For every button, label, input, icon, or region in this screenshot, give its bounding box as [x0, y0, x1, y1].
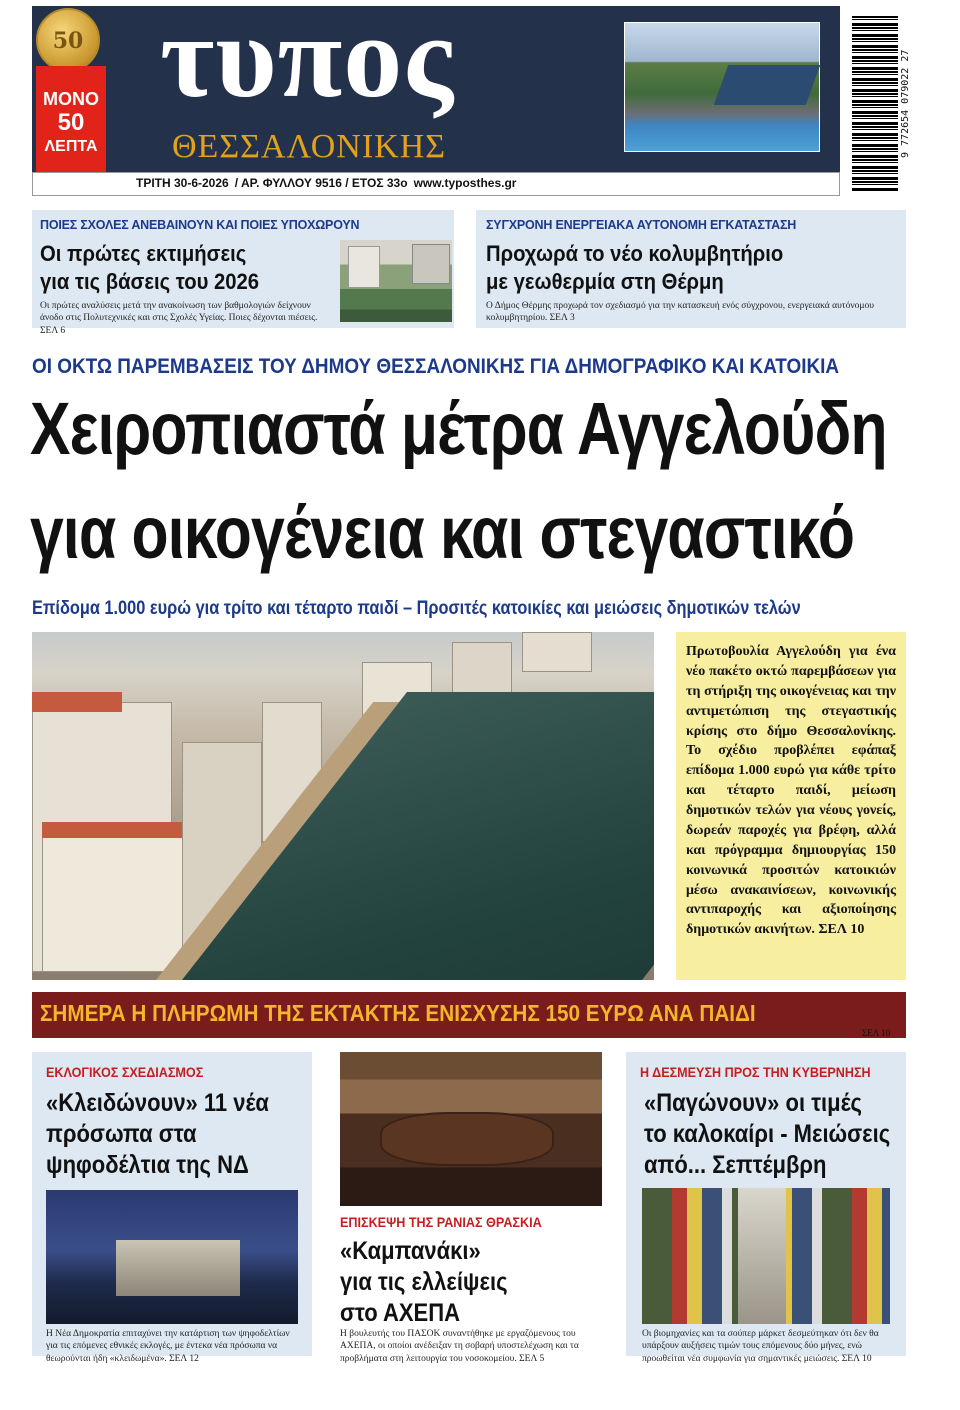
main-story-headline-line-1[interactable]: Χειροπιαστά μέτρα Αγγελούδη — [30, 387, 887, 470]
price-badge — [36, 66, 106, 174]
story-body: Η βουλευτής του ΠΑΣΟΚ συναντήθηκε με εργαζόμενους του ΑΧΕΠΑ, οι οποίοι ανέδειξαν τη σοβαρή υποστελέχωση και τα προβλήματα στη λειτουργία του νοσοκομείου. ΣΕΛ 5 — [340, 1329, 579, 1364]
teaser-headline: Οι πρώτες εκτιμήσεις για τις βάσεις του 2026 — [40, 241, 260, 294]
newspaper-logo-subtitle: ΘΕΣΣΑΛΟΝΙΚΗΣ — [172, 128, 447, 165]
website-link[interactable]: www.typosthes.gr — [413, 176, 517, 190]
price-amount: 50 — [57, 109, 85, 136]
main-story-headline-line-2[interactable]: για οικογένεια και στεγαστικό — [30, 491, 855, 574]
main-story-subhead: Επίδομα 1.000 ευρώ για τρίτο και τέταρτο παιδί – Προσιτές κατοικίες και μειώσεις δημοτικών τελών — [32, 598, 801, 619]
teaser-university-admissions[interactable] — [32, 210, 454, 336]
price-label-only: ΜΟΝΟ — [43, 89, 99, 109]
main-story-body: Πρωτοβουλία Αγγελούδη για ένα νέο πακέτο οκτώ παρεμβάσεων για τη στήριξη της οικογένειας και την αντιμετώπιση της στεγαστικής κρίσης στο δήμο Θεσσαλονίκης. Το σχέδιο προβλέπει εφάπαξ επίδομα 1.000 ευρώ για κάθε τρίτο και τέταρτο παιδί, μείωση δημοτικών τελών για νέους γονείς, δωρεάν παροχές για βρέφη, αλλά και πρόγραμμα δημιουργίας 150 κοινωνικά προσιτών κατοικιών μέσω ανακαινίσεων, κοινωνικής αντιπαροχής και αξιοποίησης δημοτικών ακινήτων. ΣΕΛ 10 — [686, 644, 896, 938]
banner-text: ΣΗΜΕΡΑ Η ΠΛΗΡΩΜΗ ΤΗΣ ΕΚΤΑΚΤΗΣ ΕΝΙΣΧΥΣΗΣ 150 ΕΥΡΩ ΑΝΑ ΠΑΙΔΙ — [40, 1000, 756, 1026]
issue-number: / ΑΡ. ΦΥΛΛΟΥ 9516 / ΕΤΟΣ 33ο — [234, 176, 408, 190]
teaser-kicker: ΠΟΙΕΣ ΣΧΟΛΕΣ ΑΝΕΒΑΙΝΟΥΝ ΚΑΙ ΠΟΙΕΣ ΥΠΟΧΩΡΟΥΝ — [40, 218, 360, 232]
price-unit: ΛΕΠΤΑ — [44, 138, 98, 155]
barcode — [846, 6, 926, 196]
story-body: Οι βιομηχανίες και τα σούπερ μάρκετ δεσμεύτηκαν ότι δεν θα υπάρξουν αυξήσεις τιμών τους επόμενους δύο μήνες, ενώ προωθείται νέα συμφωνία για σημαντικές μειώσεις. ΣΕΛ 10 — [642, 1329, 879, 1364]
main-story-summary-box — [676, 632, 906, 980]
story-ahepa-hospital[interactable] — [340, 1052, 602, 1364]
story-headline: «Παγώνουν» οι τιμές το καλοκαίρι - Μειώσεις από... Σεπτέμβρη — [644, 1089, 891, 1179]
story-kicker: ΕΚΛΟΓΙΚΟΣ ΣΧΕΔΙΑΣΜΟΣ — [46, 1064, 204, 1080]
teaser-kicker: ΣΥΓΧΡΟΝΗ ΕΝΕΡΓΕΙΑΚΑ ΑΥΤΟΝΟΜΗ ΕΓΚΑΤΑΣΤΑΣΗ — [486, 218, 797, 232]
story-kicker: Η ΔΕΣΜΕΥΣΗ ΠΡΟΣ ΤΗΝ ΚΥΒΕΡΝΗΣΗ — [640, 1064, 871, 1080]
story-body: Η Νέα Δημοκρατία επιταχύνει την κατάρτιση των ψηφοδελτίων για τις επόμενες εθνικές εκλογές, με έντεκα νέα πρόσωπα να θεωρούνται ήδη «κλειδωμένα». ΣΕΛ 12 — [46, 1329, 290, 1364]
teaser-swimming-pool[interactable] — [476, 210, 906, 328]
swimming-pool-photo — [624, 22, 820, 152]
main-story-kicker: ΟΙ ΟΚΤΩ ΠΑΡΕΜΒΑΣΕΙΣ ΤΟΥ ΔΗΜΟΥ ΘΕΣΣΑΛΟΝΙΚΗΣ ΓΙΑ ΔΗΜΟΓΡΑΦΙΚΟ ΚΑΙ ΚΑΤΟΙΚΙΑ — [32, 354, 840, 378]
story-headline: «Καμπανάκι» για τις ελλείψεις στο ΑΧΕΠΑ — [340, 1237, 508, 1327]
issue-date: ΤΡΙΤΗ 30-6-2026 — [136, 176, 229, 190]
child-benefit-banner[interactable] — [32, 992, 906, 1038]
coin-icon — [36, 8, 100, 72]
maximos-mansion-photo — [46, 1190, 298, 1324]
teaser-headline: Προχωρά το νέο κολυμβητήριο με γεωθερμία στη Θέρμη — [486, 241, 784, 294]
story-kicker: ΕΠΙΣΚΕΨΗ ΤΗΣ ΡΑΝΙΑΣ ΘΡΑΣΚΙΑ — [340, 1214, 542, 1230]
teaser-body: Ο Δήμος Θέρμης προχωρά τον σχεδιασμό για την κατασκευή ενός σύγχρονου, ενεργειακά αυτόνομου κολυμβητηρίου. ΣΕΛ 3 — [486, 301, 874, 324]
thessaloniki-waterfront-photo — [32, 632, 654, 980]
coin-value: 50 — [52, 28, 84, 54]
masthead-panel — [32, 0, 840, 172]
issue-info — [136, 176, 522, 190]
supermarket-aisle-photo — [642, 1188, 890, 1324]
masthead — [32, 0, 840, 196]
story-nd-ballots[interactable] — [32, 1052, 312, 1364]
teaser-body: Οι πρώτες αναλύσεις μετά την ανακοίνωση των βαθμολογιών δείχνουν άνοδο στις Πολυτεχνικές και στις Σχολές Υγείας. Ποιες δέχονται πιέσεις. ΣΕΛ 6 — [40, 301, 318, 336]
barcode-bars — [852, 16, 898, 192]
story-price-freeze[interactable] — [626, 1052, 906, 1364]
newspaper-logo[interactable]: τυπος — [159, 0, 455, 122]
barcode-digits: 9 772654 079022 27 — [900, 49, 911, 159]
meeting-room-photo — [340, 1052, 602, 1206]
story-headline: «Κλειδώνουν» 11 νέα πρόσωπα στα ψηφοδέλτια της ΝΔ — [46, 1089, 269, 1179]
banner-page-ref: ΣΕΛ 10 — [862, 1028, 891, 1038]
university-campus-photo — [340, 240, 452, 322]
